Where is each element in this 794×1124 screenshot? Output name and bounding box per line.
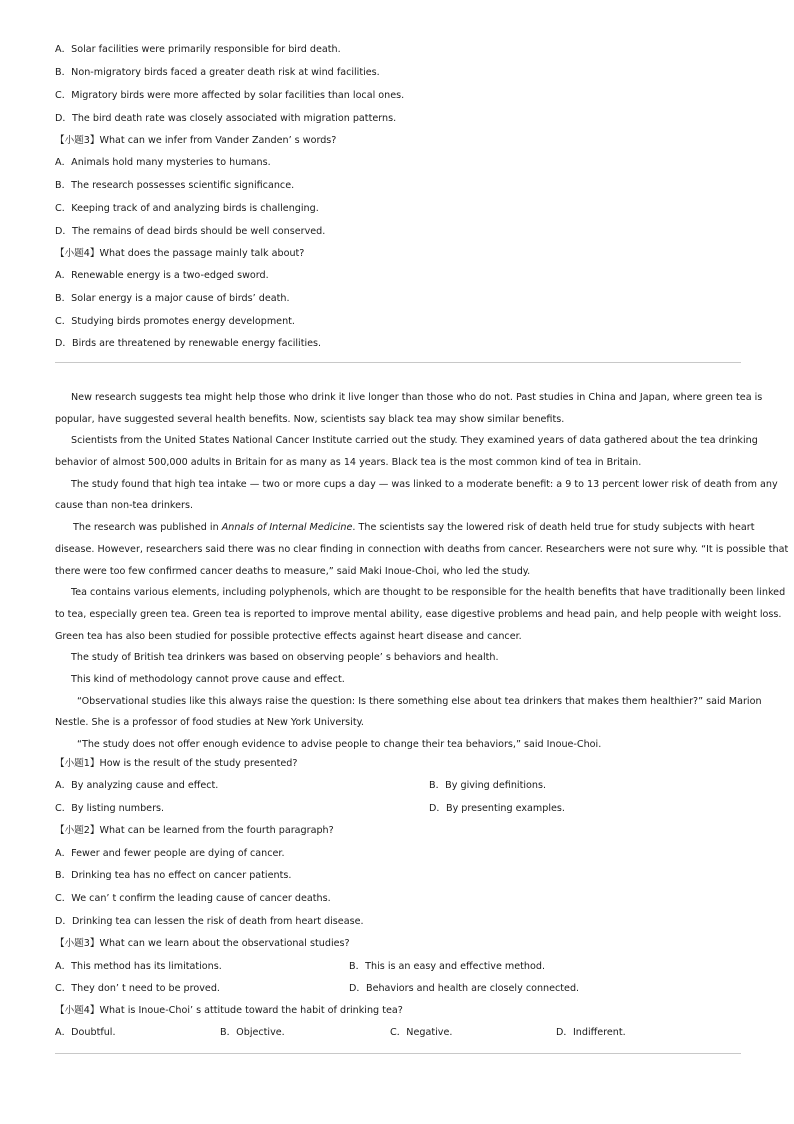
passage-line: New research suggests tea might help those who drink it live longer than those who do not. Past studies in China and Japan, where green tea is [71, 392, 763, 403]
prev-q4-option-d: D．Birds are threatened by renewable energy facilities. [55, 338, 322, 349]
q3-option-b: B．This is an easy and effective method. [349, 961, 546, 972]
prev-q3-option-b: B．The research possesses scientific significance. [55, 180, 295, 191]
prev-q3-stem: 【小题3】What can we infer from Vander Zanden’ s words? [55, 135, 337, 146]
prev-q2-option-b: B．Non-migratory birds faced a greater death risk at wind facilities. [55, 67, 380, 78]
prev-q2-option-c: C．Migratory birds were more affected by solar facilities than local ones. [55, 90, 405, 101]
q1-option-b: B．By giving definitions. [429, 780, 547, 791]
q3-option-a: A．This method has its limitations. [55, 961, 222, 972]
q4-option-b: B．Objective. [220, 1027, 285, 1038]
q1-option-c: C．By listing numbers. [55, 803, 165, 814]
passage [55, 391, 789, 760]
prev-q2-option-d: D．The bird death rate was closely associated with migration patterns. [55, 113, 397, 124]
prev-q4-option-a: A．Renewable energy is a two-edged sword. [55, 270, 269, 281]
q1-stem: 【小题1】How is the result of the study presented? [55, 758, 298, 769]
prev-q4-stem: 【小题4】What does the passage mainly talk about? [55, 248, 305, 259]
prev-q2-option-a: A．Solar facilities were primarily responsible for bird death. [55, 44, 341, 55]
q3-option-c: C．They don’ t need to be proved. [55, 983, 220, 994]
passage-line: behavior of almost 500,000 adults in Britain for as many as 14 years. Black tea is the most common kind of tea in Britain. [55, 457, 642, 469]
passage-line: Tea contains various elements, including polyphenols, which are thought to be responsible for the health benefits that have traditionally been linked [71, 587, 786, 599]
section-divider [55, 362, 741, 363]
passage-line: cause than non-tea drinkers. [55, 500, 194, 512]
section-divider [55, 1053, 741, 1054]
passage-line: The study found that high tea intake — two or more cups a day — was linked to a moderate benefit: a 9 to 13 percent lower risk of death from any [71, 478, 778, 490]
prev-q3-option-a: A．Animals hold many mysteries to humans. [55, 157, 271, 168]
q4-stem: 【小题4】What is Inoue-Choi’ s attitude toward the habit of drinking tea? [55, 1005, 403, 1016]
journal-title: Annals of Internal Medicine [221, 522, 353, 534]
passage-line: to tea, especially green tea. Green tea is reported to improve mental ability, ease digestive problems and head pain, and help people with weight loss. [55, 608, 782, 620]
passage-line: This kind of methodology cannot prove cause and effect. [71, 673, 345, 685]
prev-q4-option-c: C．Studying birds promotes energy development. [55, 316, 295, 327]
q2-option-a: A．Fewer and fewer people are dying of cancer. [55, 848, 285, 859]
passage-line: “Observational studies like this always raise the question: Is there something else about tea drinkers that makes them healthier?” said Marion [77, 695, 762, 707]
prev-q4-option-b: B．Solar energy is a major cause of birds’ death. [55, 293, 290, 304]
passage-line: Green tea has also been studied for possible protective effects against heart disease and cancer. [55, 630, 522, 642]
q2-option-c: C．We can’ t confirm the leading cause of cancer deaths. [55, 893, 331, 904]
passage-line: disease. However, researchers said there was no clear finding in connection with deaths from cancer. Researchers were not sure why. “It is possible that [55, 543, 789, 555]
q1-option-a: A．By analyzing cause and effect. [55, 780, 219, 791]
prev-q3-option-c: C．Keeping track of and analyzing birds is challenging. [55, 203, 319, 214]
passage-line: “The study does not offer enough evidence to advise people to change their tea behaviors,” said Inoue-Choi. [77, 739, 602, 750]
q4-option-d: D．Indifferent. [556, 1027, 626, 1038]
q4-option-a: A．Doubtful. [55, 1027, 116, 1038]
q3-stem: 【小题3】What can we learn about the observational studies? [55, 938, 350, 949]
q2-stem: 【小题2】What can be learned from the fourth paragraph? [55, 825, 334, 836]
passage-line: Nestle. She is a professor of food studies at New York University. [55, 717, 364, 729]
q4-option-c: C．Negative. [390, 1027, 453, 1038]
passage-text: The research was published in [73, 522, 222, 534]
q3-option-d: D．Behaviors and health are closely connected. [349, 983, 580, 994]
prev-q3-option-d: D．The remains of dead birds should be well conserved. [55, 226, 326, 237]
passage-line: there were too few confirmed cancer deaths to measure,” said Maki Inoue-Choi, who led the study. [55, 565, 531, 577]
q2-option-d: D．Drinking tea can lessen the risk of death from heart disease. [55, 916, 364, 927]
passage-line: popular, have suggested several health benefits. Now, scientists say black tea may show similar benefits. [55, 413, 565, 425]
passage-line [55, 521, 755, 543]
passage-text: . The scientists say the lowered risk of death held true for study subjects with heart [352, 522, 755, 534]
passage-line: The study of British tea drinkers was based on observing people’ s behaviors and health. [71, 652, 499, 664]
q1-option-d: D．By presenting examples. [429, 803, 565, 814]
passage-line: Scientists from the United States National Cancer Institute carried out the study. They examined years of data gathered about the tea drinking [71, 435, 758, 447]
q2-option-b: B．Drinking tea has no effect on cancer patients. [55, 870, 292, 881]
